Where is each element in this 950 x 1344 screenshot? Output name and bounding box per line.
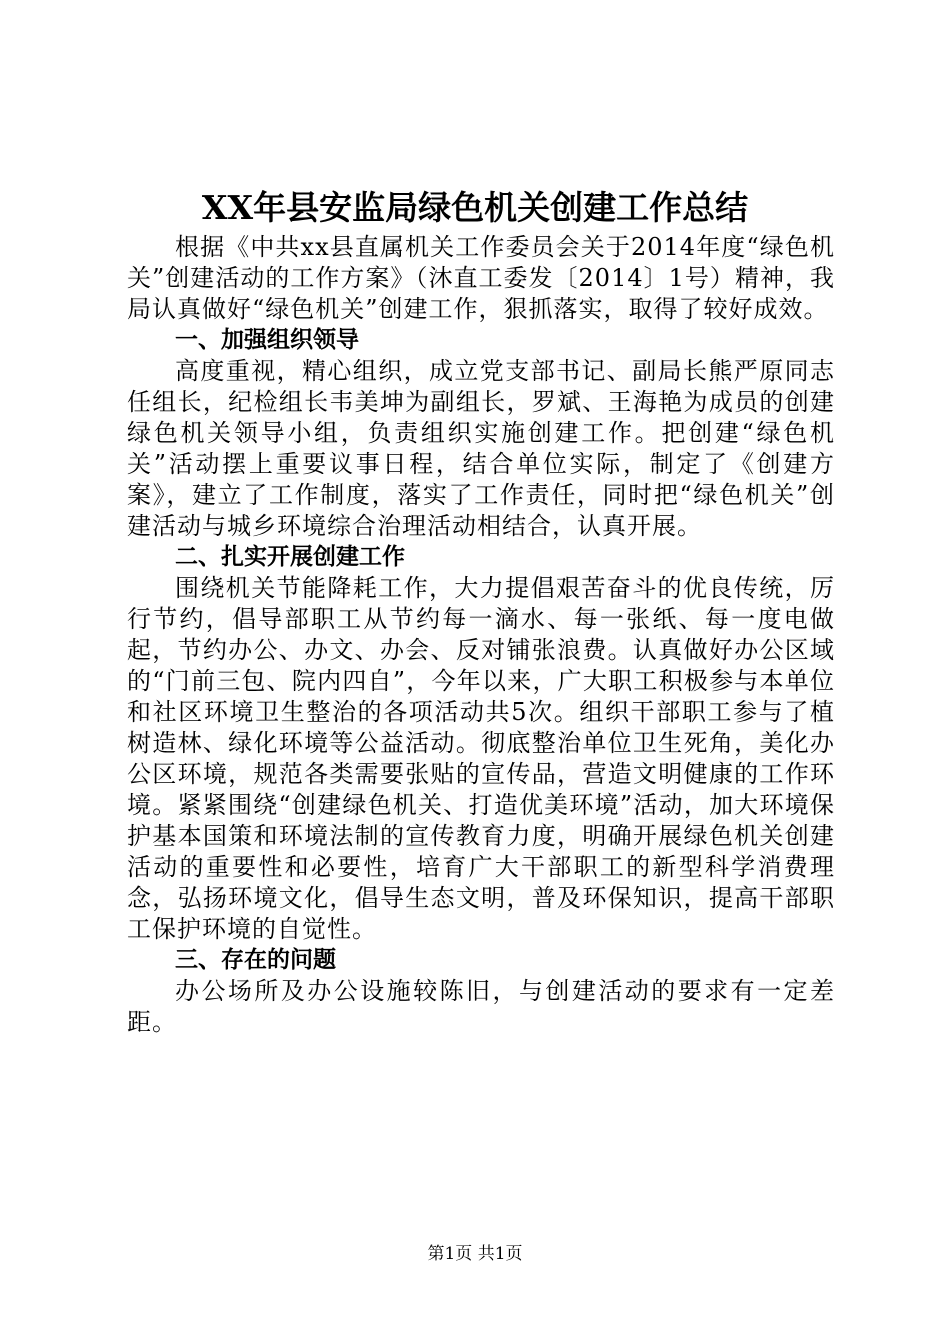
section-paragraph-problems: 办公场所及办公设施较陈旧，与创建活动的要求有一定差距。	[127, 977, 835, 1036]
page-footer: 第1页 共1页	[427, 1244, 523, 1264]
intro-paragraph: 根据《中共xx县直属机关工作委员会关于2014年度“绿色机关”创建活动的工作方案》（沐直工委发〔2014〕1号）精神，我局认真做好“绿色机关”创建工作，狠抓落实，取得了较好成效。	[127, 233, 835, 323]
section-paragraph-implementation: 围绕机关节能降耗工作，大力提倡艰苦奋斗的优良传统，厉行节约，倡导部职工从节约每一滴水、每一张纸、每一度电做起，节约办公、办文、办会、反对铺张浪费。认真做好办公区域的“门前三包、院内四自”，今年以来，广大职工积极参与本单位和社区环境卫生整治的各项活动共5次。组织干部职工参与了植树造林、绿化环境等公益活动。彻底整治单位卫生死角，美化办公区环境，规范各类需要张贴的宣传品，营造文明健康的工作环境。紧紧围绕“创建绿色机关、打造优美环境”活动，加大环境保护基本国策和环境法制的宣传教育力度，明确开展绿色机关创建活动的重要性和必要性，培育广大干部职工的新型科学消费理念，弘扬环境文化，倡导生态文明，普及环保知识，提高干部职工保护环境的自觉性。	[127, 574, 835, 943]
section-heading-implementation: 二、扎实开展创建工作	[175, 544, 405, 570]
section-heading-problems: 三、存在的问题	[175, 947, 336, 973]
section-heading-organization: 一、加强组织领导	[175, 327, 359, 353]
document-title: XX年县安监局绿色机关创建工作总结	[201, 188, 749, 227]
section-paragraph-organization: 高度重视，精心组织，成立党支部书记、副局长熊严原同志任组长，纪检组长韦美坤为副组长，罗斌、王海艳为成员的创建绿色机关领导小组，负责组织实施创建工作。把创建“绿色机关”活动摆上重要议事日程，结合单位实际，制定了《创建方案》，建立了工作制度，落实了工作责任，同时把“绿色机关”创建活动与城乡环境综合治理活动相结合，认真开展。	[127, 357, 835, 540]
document-body	[127, 232, 835, 1038]
